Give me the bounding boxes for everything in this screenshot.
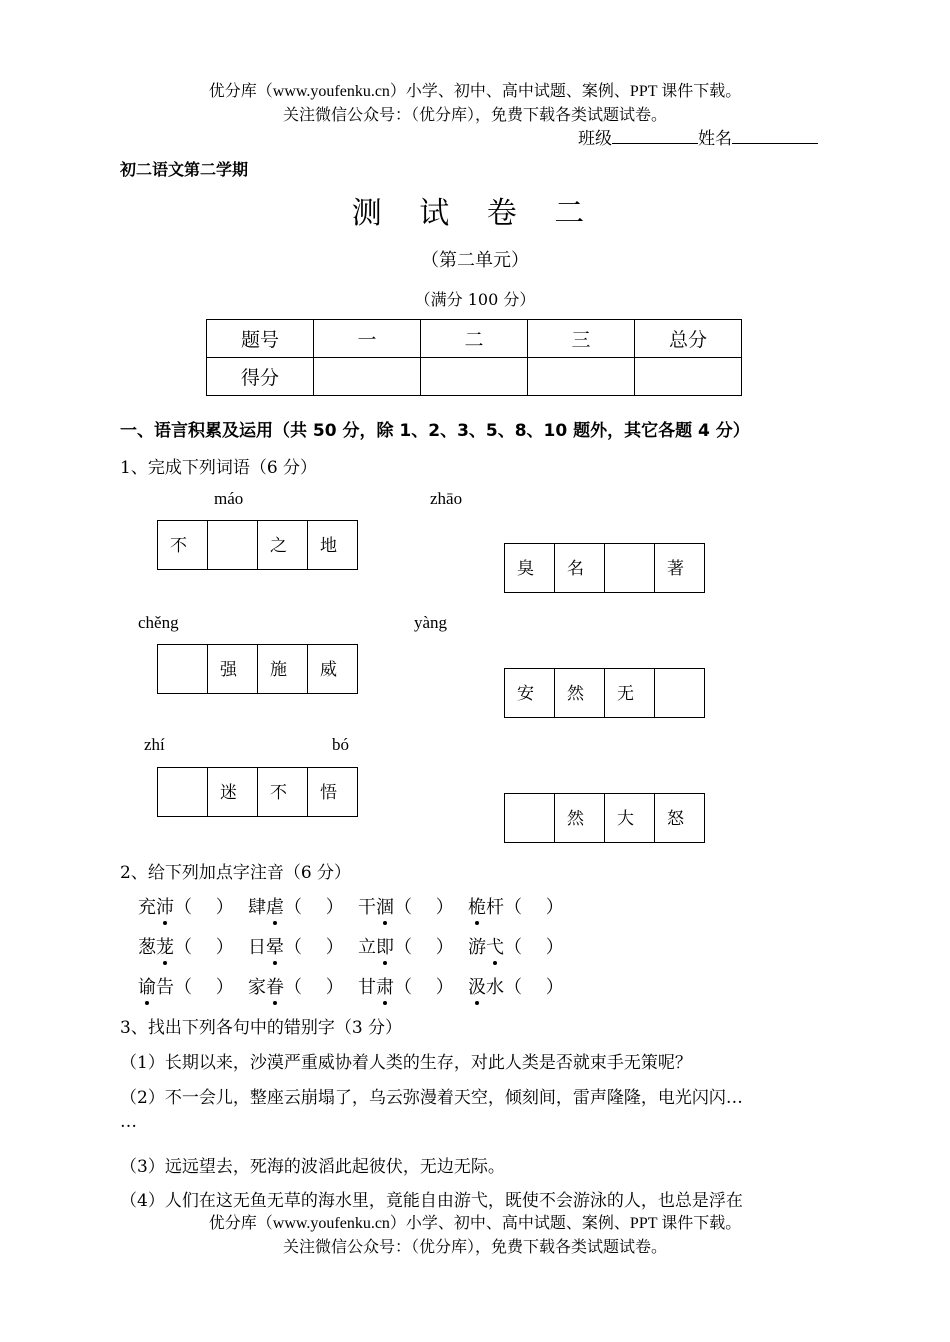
word-box: 名 (554, 543, 605, 593)
name-label: 姓名 (698, 129, 732, 149)
word-box: 安 (504, 668, 555, 718)
score-input-cell[interactable] (528, 358, 635, 396)
score-cell: 总分 (635, 320, 742, 358)
footer-line-2: 关注微信公众号：（优分库），免费下载各类试题试卷。 (282, 1239, 667, 1256)
word-box-blank[interactable] (157, 644, 208, 694)
pinyin: zhí (144, 735, 165, 754)
score-input-cell[interactable] (314, 358, 421, 396)
word-box: 然 (554, 668, 605, 718)
q3-sentence: （4）人们在这无鱼无草的海水里，竟能自由游弋，既使不会游泳的人，也总是浮在 (120, 1191, 743, 1211)
pinyin-item: 游弋（ ） (468, 933, 578, 959)
word-box: 不 (257, 767, 308, 817)
pinyin-item: 肆虐（ ） (248, 893, 358, 919)
full-score: （满分 100 分） (414, 290, 536, 309)
pinyin: chěng (138, 613, 179, 632)
name-blank[interactable] (732, 127, 818, 144)
unit-label: （第二单元） (421, 250, 529, 271)
word-box: 然 (554, 793, 605, 843)
word-box-blank[interactable] (207, 520, 258, 570)
pinyin: bó (332, 735, 349, 754)
word-box: 强 (207, 644, 258, 694)
pinyin-row (138, 973, 578, 999)
word-box-group (157, 767, 358, 817)
word-box: 无 (604, 668, 655, 718)
word-box: 之 (257, 520, 308, 570)
class-label: 班级 (578, 129, 612, 149)
word-box: 不 (157, 520, 208, 570)
word-box: 悟 (307, 767, 358, 817)
pinyin-item: 葱茏（ ） (138, 933, 248, 959)
word-box: 迷 (207, 767, 258, 817)
pinyin-item: 充沛（ ） (138, 893, 248, 919)
q2-label: 2、给下列加点字注音（6 分） (120, 863, 352, 883)
pinyin-item: 谕告（ ） (138, 973, 248, 999)
section1-heading: 一、语言积累及运用（共 50 分，除 1、2、3、5、8、10 题外，其它各题 4 分） (120, 421, 750, 441)
score-table-header-row (207, 320, 742, 358)
word-box-blank[interactable] (157, 767, 208, 817)
header-line-2: 关注微信公众号：（优分库），免费下载各类试题试卷。 (282, 107, 667, 124)
word-box: 大 (604, 793, 655, 843)
pinyin-item: 家眷（ ） (248, 973, 358, 999)
pinyin-item: 汲水（ ） (468, 973, 578, 999)
word-box: 施 (257, 644, 308, 694)
class-blank[interactable] (612, 127, 698, 144)
word-box-group (157, 520, 358, 570)
word-box: 威 (307, 644, 358, 694)
word-box-blank[interactable] (504, 793, 555, 843)
class-name-fields (578, 124, 818, 149)
q3-label: 3、找出下列各句中的错别字（3 分） (120, 1018, 403, 1038)
footer-line-1: 优分库（www.youfenku.cn）小学、初中、高中试题、案例、PPT 课件下载。 (208, 1215, 742, 1232)
page-title: 测 试 卷 二 (351, 196, 599, 231)
word-box-blank[interactable] (604, 543, 655, 593)
pinyin: yàng (414, 613, 448, 632)
word-box: 著 (654, 543, 705, 593)
word-box-group (504, 793, 705, 843)
word-box: 臭 (504, 543, 555, 593)
score-cell: 三 (528, 320, 635, 358)
subject-line: 初二语文第二学期 (120, 160, 249, 179)
pinyin-item: 干涸（ ） (358, 893, 468, 919)
q3-sentence: （2）不一会儿，整座云崩塌了，乌云弥漫着天空，倾刻间，雷声隆隆，电光闪闪… (120, 1088, 743, 1108)
score-table (206, 319, 742, 396)
q3-sentence-cont: … (120, 1112, 137, 1132)
q1-label: 1、完成下列词语（6 分） (120, 458, 318, 478)
score-input-cell[interactable] (635, 358, 742, 396)
word-box: 怒 (654, 793, 705, 843)
word-box-group (504, 668, 705, 718)
score-cell: 得分 (207, 358, 314, 396)
word-box-group (504, 543, 705, 593)
score-table-score-row (207, 358, 742, 396)
q3-sentence: （3）远远望去，死海的波滔此起彼伏，无边无际。 (120, 1157, 505, 1177)
pinyin-item: 日晕（ ） (248, 933, 358, 959)
header-line-1: 优分库（www.youfenku.cn）小学、初中、高中试题、案例、PPT 课件下载。 (208, 83, 742, 100)
pinyin: zhāo (430, 489, 463, 508)
score-input-cell[interactable] (421, 358, 528, 396)
score-cell: 二 (421, 320, 528, 358)
score-cell: 题号 (207, 320, 314, 358)
pinyin-row (138, 893, 578, 919)
word-box: 地 (307, 520, 358, 570)
score-cell: 一 (314, 320, 421, 358)
pinyin: máo (214, 489, 244, 508)
word-box-group (157, 644, 358, 694)
word-box-blank[interactable] (654, 668, 705, 718)
q3-sentence: （1）长期以来，沙漠严重威协着人类的生存，对此人类是否就束手无策呢？ (120, 1053, 692, 1073)
pinyin-item: 甘肃（ ） (358, 973, 468, 999)
pinyin-item: 立即（ ） (358, 933, 468, 959)
pinyin-item: 桅杆（ ） (468, 893, 578, 919)
pinyin-row (138, 933, 578, 959)
